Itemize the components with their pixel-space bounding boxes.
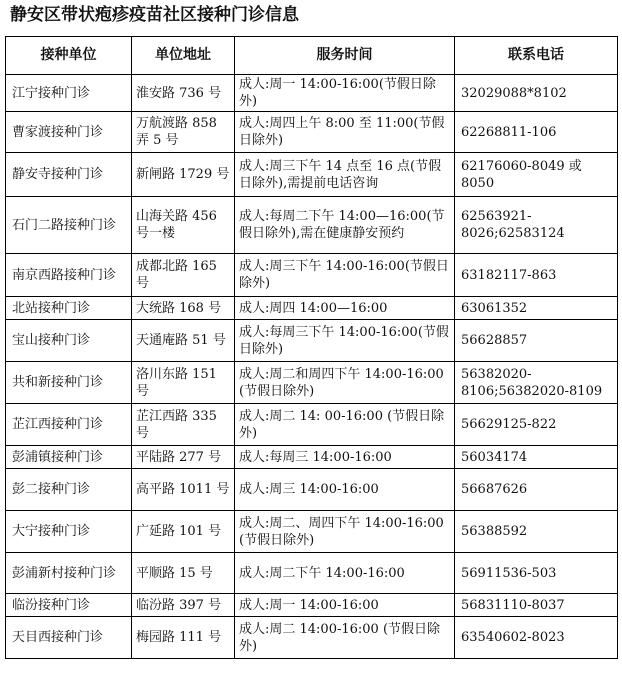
cell-hours: 成人:每周三下午 14:00-16:00(节假日除外) xyxy=(235,320,455,362)
cell-phone: 63540602-8023 xyxy=(455,617,618,659)
header-phone: 联系电话 xyxy=(455,37,618,75)
cell-address: 梅园路 111 号 xyxy=(132,617,235,659)
cell-unit: 彭浦镇接种门诊 xyxy=(6,446,132,469)
cell-hours: 成人:周四 14:00—16:00 xyxy=(235,297,455,320)
table-row xyxy=(6,197,618,254)
table-row xyxy=(6,320,618,362)
cell-phone: 32029088*8102 xyxy=(455,75,618,112)
cell-phone: 62268811-106 xyxy=(455,112,618,153)
cell-hours: 成人:周二、周四下午 14:00-16:00 (节假日除外) xyxy=(235,511,455,553)
cell-hours: 成人:周二和周四下午 14:00-16:00 (节假日除外) xyxy=(235,362,455,404)
cell-unit: 临汾接种门诊 xyxy=(6,594,132,617)
table-row xyxy=(6,153,618,197)
cell-phone: 56628857 xyxy=(455,320,618,362)
cell-unit: 北站接种门诊 xyxy=(6,297,132,320)
cell-unit: 静安寺接种门诊 xyxy=(6,153,132,197)
cell-unit: 彭浦新村接种门诊 xyxy=(6,553,132,594)
cell-phone: 56629125-822 xyxy=(455,404,618,446)
table-row xyxy=(6,594,618,617)
cell-unit: 大宁接种门诊 xyxy=(6,511,132,553)
cell-hours: 成人:周一 14:00-16:00(节假日除外) xyxy=(235,75,455,112)
table-row xyxy=(6,511,618,553)
cell-unit: 石门二路接种门诊 xyxy=(6,197,132,254)
cell-address: 平顺路 15 号 xyxy=(132,553,235,594)
cell-address: 天通庵路 51 号 xyxy=(132,320,235,362)
cell-hours: 成人:每周二下午 14:00—16:00(节假日除外),需在健康静安预约 xyxy=(235,197,455,254)
cell-hours: 成人:周二下午 14:00-16:00 xyxy=(235,553,455,594)
cell-unit: 曹家渡接种门诊 xyxy=(6,112,132,153)
cell-hours: 成人:周四上午 8:00 至 11:00(节假日除外) xyxy=(235,112,455,153)
cell-phone: 63061352 xyxy=(455,297,618,320)
table-row xyxy=(6,112,618,153)
cell-address: 芷江西路 335 号 xyxy=(132,404,235,446)
table-row xyxy=(6,254,618,297)
cell-unit: 南京西路接种门诊 xyxy=(6,254,132,297)
cell-hours: 成人:周二 14:00-16:00 (节假日除外) xyxy=(235,617,455,659)
cell-address: 大统路 168 号 xyxy=(132,297,235,320)
cell-phone: 62176060-8049 或 8050 xyxy=(455,153,618,197)
cell-phone: 56382020-8106;56382020-8109 xyxy=(455,362,618,404)
table-row xyxy=(6,617,618,659)
cell-unit: 芷江西接种门诊 xyxy=(6,404,132,446)
cell-hours: 成人:每周三 14:00-16:00 xyxy=(235,446,455,469)
cell-hours: 成人:周三下午 14:00-16:00(节假日除外) xyxy=(235,254,455,297)
header-address: 单位地址 xyxy=(132,37,235,75)
table-row xyxy=(6,297,618,320)
table-row xyxy=(6,362,618,404)
cell-unit: 天目西接种门诊 xyxy=(6,617,132,659)
cell-unit: 江宁接种门诊 xyxy=(6,75,132,112)
cell-phone: 63182117-863 xyxy=(455,254,618,297)
cell-address: 高平路 1011 号 xyxy=(132,469,235,511)
table-row xyxy=(6,75,618,112)
page-title: 静安区带状疱疹疫苗社区接种门诊信息 xyxy=(10,5,299,25)
cell-unit: 彭二接种门诊 xyxy=(6,469,132,511)
cell-address: 临汾路 397 号 xyxy=(132,594,235,617)
cell-phone: 56911536-503 xyxy=(455,553,618,594)
cell-hours: 成人:周三下午 14 点至 16 点(节假日除外),需提前电话咨询 xyxy=(235,153,455,197)
cell-address: 新闸路 1729 号 xyxy=(132,153,235,197)
cell-unit: 共和新接种门诊 xyxy=(6,362,132,404)
table-row xyxy=(6,446,618,469)
cell-hours: 成人:周一 14:00-16:00 xyxy=(235,594,455,617)
header-hours: 服务时间 xyxy=(235,37,455,75)
cell-address: 万航渡路 858 弄 5 号 xyxy=(132,112,235,153)
cell-address: 淮安路 736 号 xyxy=(132,75,235,112)
table-row xyxy=(6,553,618,594)
cell-address: 山海关路 456 号一楼 xyxy=(132,197,235,254)
cell-address: 平陆路 277 号 xyxy=(132,446,235,469)
cell-phone: 62563921-8026;62583124 xyxy=(455,197,618,254)
table-row xyxy=(6,469,618,511)
cell-phone: 56831110-8037 xyxy=(455,594,618,617)
cell-hours: 成人:周三 14:00-16:00 xyxy=(235,469,455,511)
cell-phone: 56687626 xyxy=(455,469,618,511)
cell-hours: 成人:周二 14: 00-16:00 (节假日除外) xyxy=(235,404,455,446)
cell-address: 广延路 101 号 xyxy=(132,511,235,553)
cell-address: 洛川东路 151 号 xyxy=(132,362,235,404)
cell-phone: 56388592 xyxy=(455,511,618,553)
table-header-row xyxy=(6,37,618,75)
clinic-table xyxy=(5,36,618,659)
cell-address: 成都北路 165 号 xyxy=(132,254,235,297)
cell-unit: 宝山接种门诊 xyxy=(6,320,132,362)
table-row xyxy=(6,404,618,446)
cell-phone: 56034174 xyxy=(455,446,618,469)
header-unit: 接种单位 xyxy=(6,37,132,75)
